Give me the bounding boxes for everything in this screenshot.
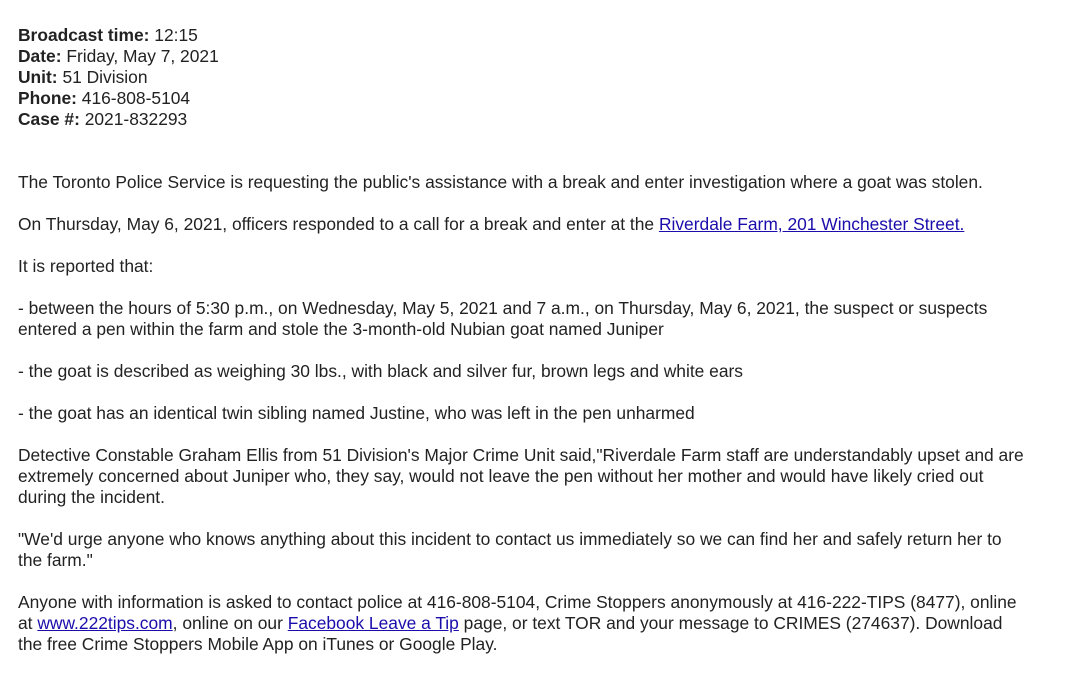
reported-paragraph: It is reported that:	[18, 256, 154, 276]
case-value: 2021-832293	[84, 109, 188, 129]
release-body	[18, 172, 1028, 655]
detail-item-description: - the goat is described as weighing 30 lbs., with black and silver fur, brown legs and white ears	[18, 361, 743, 381]
phone-row	[18, 88, 1058, 109]
intro-paragraph: The Toronto Police Service is requesting the public's assistance with a break and enter investigation where a goat was stolen.	[18, 172, 983, 192]
contact-text-3: page, or text TOR and your message to CRIMES (274637). Download the free Crime Stoppers Mobile App on iTunes or Google Play.	[18, 613, 1003, 654]
release-metadata	[18, 25, 1058, 130]
detail-item-twin: - the goat has an identical twin sibling named Justine, who was left in the pen unharmed	[18, 403, 695, 423]
contact-text-1: Anyone with information is asked to contact police at 416-808-5104, Crime Stoppers anonymously at 416-222-TIPS (8477), online at	[18, 592, 1017, 633]
incident-text: On Thursday, May 6, 2021, officers responded to a call for a break and enter at the	[18, 214, 659, 234]
case-label: Case #:	[18, 109, 80, 129]
phone-value: 416-808-5104	[81, 88, 191, 108]
date-value: Friday, May 7, 2021	[66, 46, 219, 66]
contact-text-2: , online on our	[172, 613, 288, 633]
case-row	[18, 109, 1058, 130]
broadcast-time-label: Broadcast time:	[18, 25, 150, 45]
incident-paragraph	[18, 214, 1028, 235]
contact-paragraph	[18, 592, 1028, 655]
phone-label: Phone:	[18, 88, 77, 108]
facebook-tip-link[interactable]: Facebook Leave a Tip	[287, 613, 459, 633]
broadcast-time-row	[18, 25, 1058, 46]
unit-row	[18, 67, 1058, 88]
date-row	[18, 46, 1058, 67]
tips-website-link[interactable]: www.222tips.com	[37, 613, 173, 633]
date-label: Date:	[18, 46, 62, 66]
detail-item-time: - between the hours of 5:30 p.m., on Wednesday, May 5, 2021 and 7 a.m., on Thursday, May 6, 2021, the suspect or suspects entered a pen within the farm and stole the 3-month-old Nubian goat named Juniper	[18, 298, 988, 339]
detective-quote-paragraph: Detective Constable Graham Ellis from 51 Division's Major Crime Unit said,"Riverdale Farm staff are understandably upset and are extremely concerned about Juniper who, they say, would not leave the pen without her mother and would have likely cried out during the incident.	[18, 445, 1024, 507]
unit-value: 51 Division	[62, 67, 148, 87]
appeal-quote-paragraph: "We'd urge anyone who knows anything about this incident to contact us immediately so we can find her and safely return her to the farm."	[18, 529, 1002, 570]
location-link[interactable]: Riverdale Farm, 201 Winchester Street.	[658, 214, 965, 234]
broadcast-time-value: 12:15	[154, 25, 198, 45]
unit-label: Unit:	[18, 67, 58, 87]
